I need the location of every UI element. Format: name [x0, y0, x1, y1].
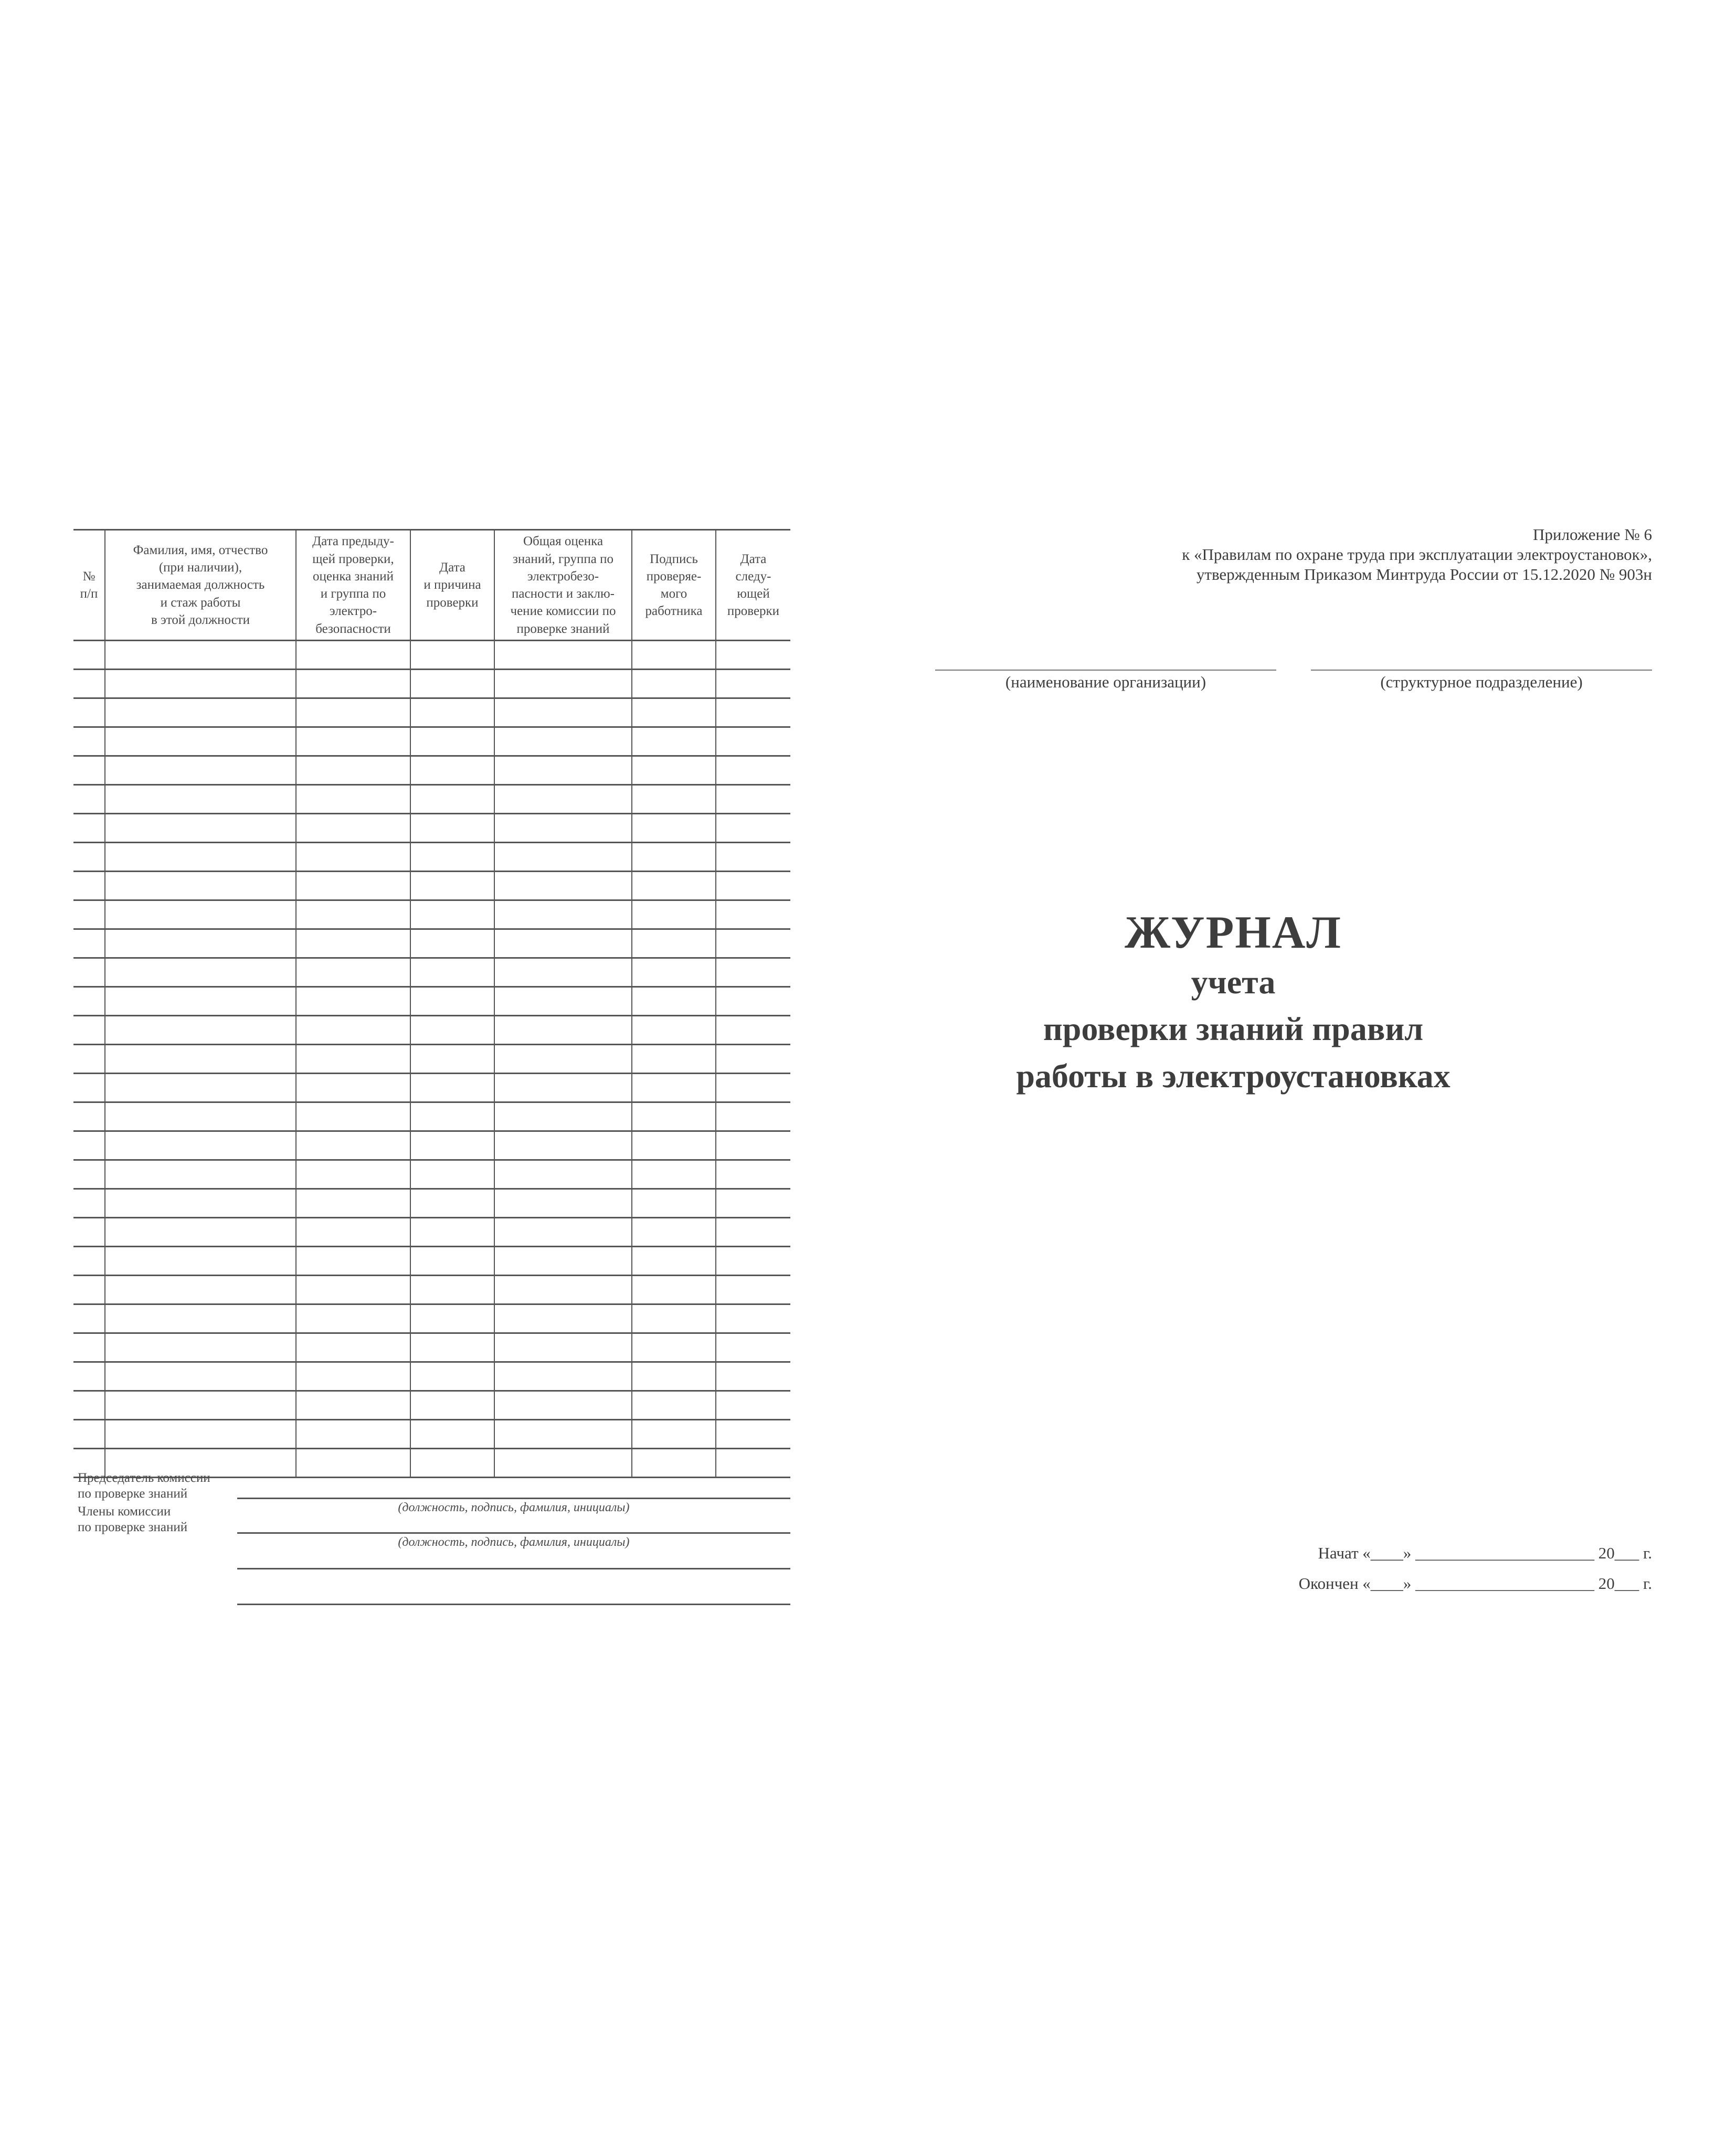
- journal-title: [892, 908, 1574, 1100]
- table-cell[interactable]: [410, 1160, 494, 1189]
- table-cell[interactable]: [716, 929, 790, 958]
- table-row: [73, 1189, 790, 1218]
- table-row: [73, 1074, 790, 1102]
- table-cell[interactable]: [716, 1391, 790, 1420]
- table-row: [73, 1276, 790, 1304]
- table-cell[interactable]: [494, 814, 632, 843]
- table-cell[interactable]: [296, 756, 410, 785]
- table-cell[interactable]: [105, 1189, 296, 1218]
- table-cell[interactable]: [410, 958, 494, 987]
- table-row: [73, 727, 790, 756]
- table-cell[interactable]: [716, 1333, 790, 1362]
- table-cell[interactable]: [105, 872, 296, 900]
- table-cell[interactable]: [410, 987, 494, 1016]
- table-row: [73, 698, 790, 727]
- header-text-line: электро-: [329, 604, 377, 619]
- organization-name-line[interactable]: [935, 670, 1276, 671]
- table-cell[interactable]: [410, 1304, 494, 1333]
- table-cell[interactable]: [296, 987, 410, 1016]
- table-cell[interactable]: [716, 698, 790, 727]
- table-cell[interactable]: [494, 900, 632, 929]
- table-cell[interactable]: [296, 843, 410, 872]
- table-cell[interactable]: [410, 1045, 494, 1074]
- table-cell[interactable]: [73, 1333, 105, 1362]
- table-cell[interactable]: [716, 1362, 790, 1391]
- table-cell[interactable]: [716, 1449, 790, 1478]
- header-text-line: безопасности: [315, 621, 391, 636]
- table-cell[interactable]: [494, 1102, 632, 1131]
- table-cell[interactable]: [494, 929, 632, 958]
- table-cell[interactable]: [716, 1247, 790, 1276]
- table-cell[interactable]: [296, 670, 410, 698]
- table-cell[interactable]: [494, 843, 632, 872]
- table-cell[interactable]: [296, 1276, 410, 1304]
- table-cell[interactable]: [716, 958, 790, 987]
- table-cell[interactable]: [105, 727, 296, 756]
- table-cell[interactable]: [632, 641, 716, 670]
- table-cell[interactable]: [716, 1218, 790, 1247]
- table-cell[interactable]: [73, 727, 105, 756]
- chairman-signature-caption: (должность, подпись, фамилия, инициалы): [398, 1501, 630, 1514]
- table-cell[interactable]: [296, 900, 410, 929]
- table-cell[interactable]: [632, 670, 716, 698]
- table-cell[interactable]: [296, 1016, 410, 1045]
- table-cell[interactable]: [296, 1333, 410, 1362]
- appendix-number: Приложение № 6: [1533, 525, 1652, 544]
- table-row: [73, 641, 790, 670]
- table-cell[interactable]: [73, 987, 105, 1016]
- table-cell[interactable]: [105, 1247, 296, 1276]
- table-cell[interactable]: [73, 1391, 105, 1420]
- table-cell[interactable]: [410, 872, 494, 900]
- table-cell[interactable]: [410, 1247, 494, 1276]
- table-cell[interactable]: [73, 1276, 105, 1304]
- table-cell[interactable]: [716, 814, 790, 843]
- table-cell[interactable]: [105, 1420, 296, 1449]
- table-cell[interactable]: [105, 785, 296, 814]
- table-cell[interactable]: [632, 1045, 716, 1074]
- header-text-line: проверки: [727, 604, 780, 619]
- table-row: [73, 1391, 790, 1420]
- table-cell[interactable]: [296, 1189, 410, 1218]
- table-cell[interactable]: [494, 1449, 632, 1478]
- header-text-line: Дата: [439, 560, 465, 575]
- table-cell[interactable]: [105, 1160, 296, 1189]
- table-cell[interactable]: [494, 1045, 632, 1074]
- table-cell[interactable]: [494, 1362, 632, 1391]
- table-cell[interactable]: [716, 1016, 790, 1045]
- table-cell[interactable]: [73, 1420, 105, 1449]
- table-cell[interactable]: [494, 1016, 632, 1045]
- table-row: [73, 1045, 790, 1074]
- table-cell[interactable]: [296, 1218, 410, 1247]
- table-cell[interactable]: [296, 1247, 410, 1276]
- table-cell[interactable]: [410, 727, 494, 756]
- table-cell[interactable]: [716, 1045, 790, 1074]
- table-row: [73, 929, 790, 958]
- table-row: [73, 1304, 790, 1333]
- member-signature-caption: (должность, подпись, фамилия, инициалы): [398, 1535, 630, 1549]
- table-cell[interactable]: [105, 698, 296, 727]
- title-line: работы в электроустановках: [1016, 1057, 1451, 1095]
- table-cell[interactable]: [296, 1102, 410, 1131]
- table-cell[interactable]: [494, 1218, 632, 1247]
- table-cell[interactable]: [296, 1074, 410, 1102]
- table-cell[interactable]: [296, 785, 410, 814]
- chairman-label-line: по проверке знаний: [78, 1487, 188, 1501]
- header-text-line: электробезо-: [527, 569, 599, 584]
- col-overall-assessment-header: [494, 530, 632, 641]
- table-cell[interactable]: [632, 1160, 716, 1189]
- table-cell[interactable]: [73, 1218, 105, 1247]
- table-cell[interactable]: [494, 958, 632, 987]
- table-cell[interactable]: [105, 670, 296, 698]
- table-cell[interactable]: [410, 1131, 494, 1160]
- col-check-date-header: [410, 530, 494, 641]
- table-cell[interactable]: [105, 843, 296, 872]
- table-cell[interactable]: [105, 1074, 296, 1102]
- start-date-field[interactable]: Начат «____» ______________________ 20___ г.: [1318, 1544, 1652, 1562]
- table-row: [73, 1420, 790, 1449]
- appendix-note: [1182, 525, 1652, 584]
- table-cell[interactable]: [296, 1449, 410, 1478]
- table-cell[interactable]: [410, 1362, 494, 1391]
- table-cell[interactable]: [73, 1362, 105, 1391]
- table-cell[interactable]: [632, 1131, 716, 1160]
- chairman-label: [78, 1470, 210, 1502]
- table-cell[interactable]: [494, 756, 632, 785]
- table-cell[interactable]: [494, 785, 632, 814]
- table-row: [73, 785, 790, 814]
- table-row: [73, 987, 790, 1016]
- table-cell[interactable]: [73, 1131, 105, 1160]
- table-cell[interactable]: [410, 1420, 494, 1449]
- table-cell[interactable]: [716, 1189, 790, 1218]
- table-row: [73, 1333, 790, 1362]
- header-text-line: и стаж работы: [160, 595, 241, 610]
- header-text-line: Общая оценка: [523, 534, 604, 549]
- table-row: [73, 843, 790, 872]
- table-cell[interactable]: [73, 958, 105, 987]
- table-cell[interactable]: [73, 1045, 105, 1074]
- title-main: ЖУРНАЛ: [1125, 907, 1342, 958]
- table-row: [73, 670, 790, 698]
- table-cell[interactable]: [632, 814, 716, 843]
- table-cell[interactable]: [410, 814, 494, 843]
- table-cell[interactable]: [73, 843, 105, 872]
- table-cell[interactable]: [494, 1391, 632, 1420]
- table-cell[interactable]: [105, 1391, 296, 1420]
- member-signature-line[interactable]: [237, 1532, 790, 1534]
- table-cell[interactable]: [296, 872, 410, 900]
- table-cell[interactable]: [632, 1420, 716, 1449]
- table-cell[interactable]: [716, 987, 790, 1016]
- end-date-field[interactable]: Окончен «____» ______________________ 20___ г.: [1298, 1574, 1652, 1593]
- table-cell[interactable]: [410, 670, 494, 698]
- header-text-line: и группа по: [320, 587, 386, 601]
- table-row: [73, 1131, 790, 1160]
- table-cell[interactable]: [494, 670, 632, 698]
- col-name-header: [105, 530, 296, 641]
- table-cell[interactable]: [716, 900, 790, 929]
- table-cell[interactable]: [73, 1189, 105, 1218]
- header-text-line: знаний, группа по: [513, 551, 613, 566]
- header-text-line: следу-: [735, 569, 771, 584]
- table-cell[interactable]: [632, 1276, 716, 1304]
- header-text-line: оценка знаний: [313, 569, 394, 584]
- table-cell[interactable]: [73, 785, 105, 814]
- table-cell[interactable]: [410, 1189, 494, 1218]
- table-cell[interactable]: [296, 1391, 410, 1420]
- table-cell[interactable]: [632, 1016, 716, 1045]
- table-cell[interactable]: [716, 843, 790, 872]
- table-cell[interactable]: [494, 987, 632, 1016]
- member-signature-line[interactable]: [237, 1604, 790, 1605]
- header-text-line: п/п: [80, 587, 98, 601]
- table-cell[interactable]: [632, 785, 716, 814]
- table-cell[interactable]: [296, 1304, 410, 1333]
- table-cell[interactable]: [410, 1218, 494, 1247]
- table-cell[interactable]: [632, 843, 716, 872]
- table-cell[interactable]: [494, 1420, 632, 1449]
- table-cell[interactable]: [632, 1449, 716, 1478]
- table-cell[interactable]: [410, 900, 494, 929]
- appendix-order-reference: утвержденным Приказом Минтруда России от 15.12.2020 № 903н: [1196, 565, 1652, 584]
- table-cell[interactable]: [632, 1333, 716, 1362]
- table-cell[interactable]: [73, 1074, 105, 1102]
- header-text-line: Дата предыду-: [312, 534, 394, 549]
- table-cell[interactable]: [73, 872, 105, 900]
- table-cell[interactable]: [632, 1391, 716, 1420]
- table-cell[interactable]: [105, 1218, 296, 1247]
- organization-name-caption: (наименование организации): [1005, 673, 1206, 691]
- table-row: [73, 1102, 790, 1131]
- table-cell[interactable]: [296, 698, 410, 727]
- header-text-line: проверки: [426, 595, 479, 610]
- table-cell[interactable]: [296, 814, 410, 843]
- table-cell[interactable]: [632, 1247, 716, 1276]
- header-text-line: в этой должности: [151, 612, 250, 627]
- table-cell[interactable]: [105, 1131, 296, 1160]
- table-cell[interactable]: [494, 1304, 632, 1333]
- members-label-line: по проверке знаний: [78, 1520, 188, 1534]
- table-cell[interactable]: [105, 1102, 296, 1131]
- header-text-line: мого: [660, 587, 687, 601]
- table-cell[interactable]: [632, 1304, 716, 1333]
- table-cell[interactable]: [632, 1218, 716, 1247]
- table-row: [73, 1247, 790, 1276]
- table-cell[interactable]: [73, 1102, 105, 1131]
- table-cell[interactable]: [716, 727, 790, 756]
- table-cell[interactable]: [632, 698, 716, 727]
- members-label: [78, 1504, 187, 1535]
- table-cell[interactable]: [632, 756, 716, 785]
- table-cell[interactable]: [410, 756, 494, 785]
- table-cell[interactable]: [716, 1074, 790, 1102]
- table-cell[interactable]: [410, 843, 494, 872]
- table-cell[interactable]: [632, 900, 716, 929]
- member-signature-line[interactable]: [237, 1568, 790, 1569]
- header-text-line: Дата: [740, 551, 767, 566]
- header-text-line: пасности и заклю-: [512, 587, 615, 601]
- table-cell[interactable]: [105, 1016, 296, 1045]
- table-header-row: [73, 530, 790, 641]
- table-cell[interactable]: [410, 1333, 494, 1362]
- table-cell[interactable]: [410, 1391, 494, 1420]
- table-cell[interactable]: [494, 641, 632, 670]
- header-text-line: и причина: [424, 578, 481, 592]
- col-previous-check-header: [296, 530, 410, 641]
- chairman-label-line: Председатель комиссии: [78, 1471, 210, 1485]
- chairman-signature-line[interactable]: [237, 1498, 790, 1499]
- table-row: [73, 1016, 790, 1045]
- table-cell[interactable]: [296, 1362, 410, 1391]
- table-cell[interactable]: [296, 1160, 410, 1189]
- table-cell[interactable]: [632, 872, 716, 900]
- header-text-line: №: [82, 569, 96, 584]
- table-cell[interactable]: [73, 698, 105, 727]
- table-cell[interactable]: [105, 814, 296, 843]
- table-cell[interactable]: [73, 900, 105, 929]
- table-cell[interactable]: [73, 670, 105, 698]
- table-cell[interactable]: [73, 1304, 105, 1333]
- header-text-line: (при наличии),: [158, 560, 242, 575]
- table-cell[interactable]: [105, 641, 296, 670]
- table-cell[interactable]: [296, 1045, 410, 1074]
- header-text-line: занимаемая должность: [136, 578, 265, 592]
- table-cell[interactable]: [410, 698, 494, 727]
- col-signature-header: [632, 530, 716, 641]
- title-line: проверки знаний правил: [1043, 1010, 1424, 1048]
- header-text-line: проверке знаний: [516, 621, 610, 636]
- header-text-line: проверяе-: [646, 569, 702, 584]
- table-row: [73, 900, 790, 929]
- table-cell[interactable]: [73, 929, 105, 958]
- table-cell[interactable]: [494, 1074, 632, 1102]
- structural-unit-line[interactable]: [1311, 670, 1652, 671]
- table-cell[interactable]: [296, 727, 410, 756]
- table-cell[interactable]: [716, 1160, 790, 1189]
- table-cell[interactable]: [716, 670, 790, 698]
- header-text-line: работника: [645, 604, 703, 619]
- header-text-line: ющей: [737, 587, 770, 601]
- table-row: [73, 872, 790, 900]
- table-cell[interactable]: [494, 1247, 632, 1276]
- title-subtitle: [892, 959, 1574, 1100]
- table-cell[interactable]: [410, 1449, 494, 1478]
- table-cell[interactable]: [410, 785, 494, 814]
- table-cell[interactable]: [632, 958, 716, 987]
- table-cell[interactable]: [716, 1420, 790, 1449]
- table-cell[interactable]: [716, 756, 790, 785]
- table-cell[interactable]: [494, 698, 632, 727]
- table-cell[interactable]: [716, 641, 790, 670]
- table-cell[interactable]: [494, 1333, 632, 1362]
- table-cell[interactable]: [296, 641, 410, 670]
- table-cell[interactable]: [716, 872, 790, 900]
- table-cell[interactable]: [105, 1276, 296, 1304]
- appendix-rules-reference: к «Правилам по охране труда при эксплуатации электроустановок»,: [1182, 545, 1652, 564]
- table-cell[interactable]: [73, 641, 105, 670]
- col-next-check-header: [716, 530, 790, 641]
- table-cell[interactable]: [105, 756, 296, 785]
- table-cell[interactable]: [105, 1304, 296, 1333]
- col-number-header: [73, 530, 105, 641]
- table-cell[interactable]: [73, 1016, 105, 1045]
- table-cell[interactable]: [632, 1074, 716, 1102]
- table-cell[interactable]: [716, 1276, 790, 1304]
- table-row: [73, 958, 790, 987]
- table-cell[interactable]: [716, 785, 790, 814]
- table-cell[interactable]: [296, 1420, 410, 1449]
- table-cell[interactable]: [716, 1102, 790, 1131]
- table-cell[interactable]: [73, 1160, 105, 1189]
- table-row: [73, 1218, 790, 1247]
- table-row: [73, 756, 790, 785]
- table-cell[interactable]: [494, 1276, 632, 1304]
- table-cell[interactable]: [632, 1102, 716, 1131]
- table-cell[interactable]: [410, 1102, 494, 1131]
- table-cell[interactable]: [296, 929, 410, 958]
- table-cell[interactable]: [73, 814, 105, 843]
- header-text-line: Подпись: [650, 551, 698, 566]
- table-cell[interactable]: [105, 1333, 296, 1362]
- table-cell[interactable]: [494, 1160, 632, 1189]
- members-label-line: Члены комиссии: [78, 1504, 171, 1519]
- table-cell[interactable]: [632, 727, 716, 756]
- table-row: [73, 814, 790, 843]
- table-body: [73, 641, 790, 1478]
- table-cell[interactable]: [494, 1189, 632, 1218]
- table-cell[interactable]: [410, 929, 494, 958]
- table-cell[interactable]: [105, 958, 296, 987]
- table-cell[interactable]: [105, 1362, 296, 1391]
- table-cell[interactable]: [632, 929, 716, 958]
- table-row: [73, 1160, 790, 1189]
- table-cell[interactable]: [105, 987, 296, 1016]
- table-cell[interactable]: [105, 1045, 296, 1074]
- title-line: учета: [1191, 963, 1276, 1001]
- table-cell[interactable]: [73, 1247, 105, 1276]
- table-cell[interactable]: [296, 1131, 410, 1160]
- header-text-line: Фамилия, имя, отчество: [133, 543, 268, 557]
- table-cell[interactable]: [632, 1362, 716, 1391]
- table-cell[interactable]: [716, 1131, 790, 1160]
- structural-unit-caption: (структурное подразделение): [1380, 673, 1583, 691]
- table-cell[interactable]: [105, 900, 296, 929]
- table-cell[interactable]: [494, 727, 632, 756]
- table-cell[interactable]: [716, 1304, 790, 1333]
- header-text-line: чение комиссии по: [510, 604, 616, 619]
- header-text-line: щей проверки,: [312, 551, 394, 566]
- table-cell[interactable]: [73, 756, 105, 785]
- table-cell[interactable]: [494, 872, 632, 900]
- table-cell[interactable]: [105, 929, 296, 958]
- journal-table: [73, 529, 790, 1478]
- table-cell[interactable]: [632, 987, 716, 1016]
- table-cell[interactable]: [410, 1016, 494, 1045]
- table-cell[interactable]: [410, 1276, 494, 1304]
- table-cell[interactable]: [410, 641, 494, 670]
- table-cell[interactable]: [494, 1131, 632, 1160]
- table-cell[interactable]: [410, 1074, 494, 1102]
- table-cell[interactable]: [296, 958, 410, 987]
- table-cell[interactable]: [632, 1189, 716, 1218]
- table-row: [73, 1362, 790, 1391]
